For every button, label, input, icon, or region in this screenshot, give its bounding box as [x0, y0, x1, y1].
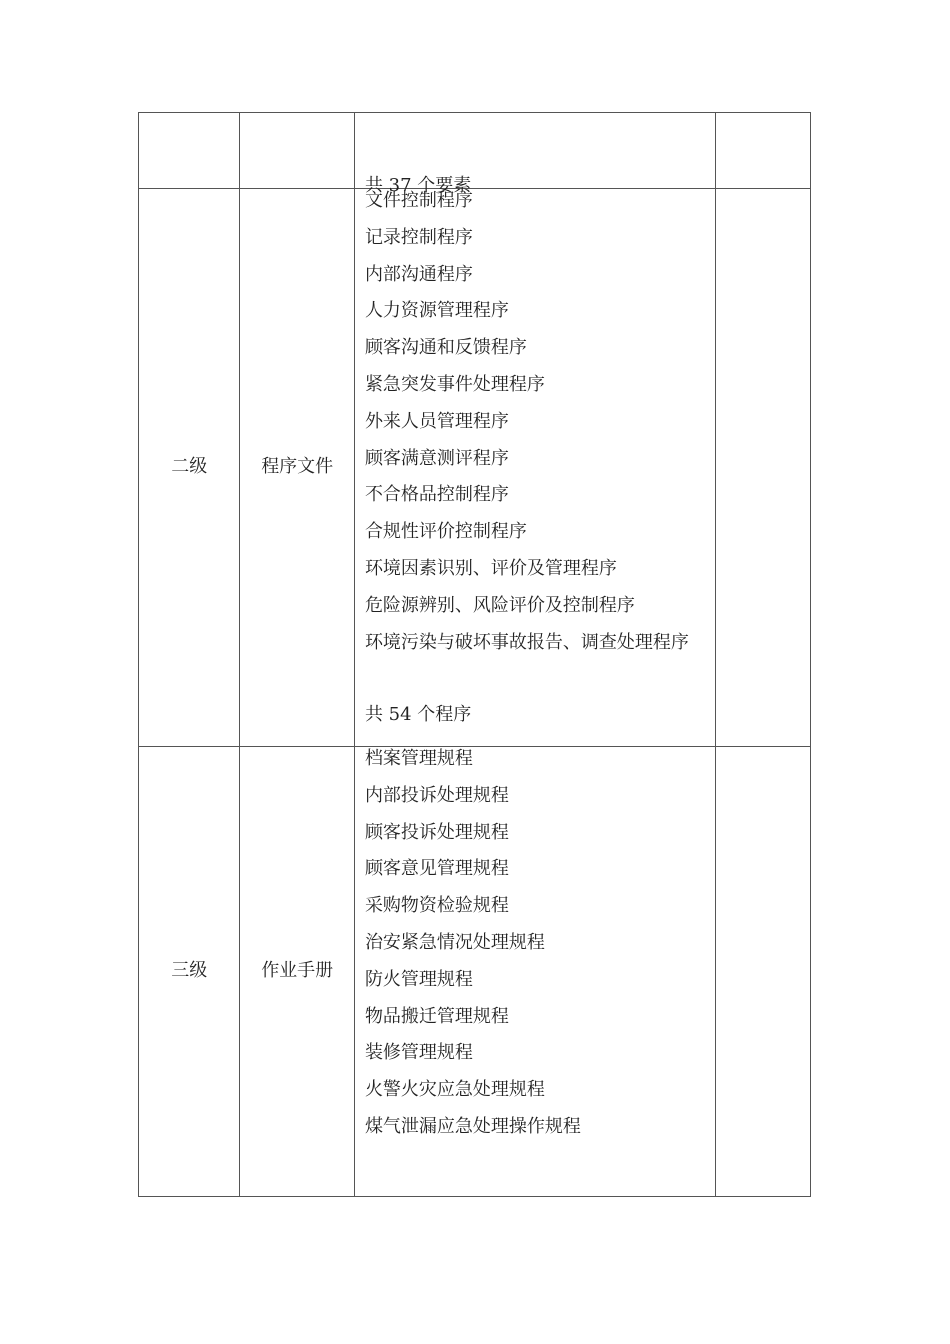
list-item: 采购物资检验规程: [364, 895, 509, 917]
list-item: 装修管理规程: [364, 1042, 473, 1064]
list-item: 物品搬迁管理规程: [364, 1005, 509, 1027]
list-item: 环境因素识别、评价及管理程序: [364, 557, 617, 579]
list-item: 外来人员管理程序: [364, 410, 509, 432]
list-item: 内部沟通程序: [364, 263, 473, 285]
document-table: [138, 112, 811, 1197]
list-item: 顾客投诉处理规程: [364, 821, 509, 843]
list-item: 治安紧急情况处理规程: [364, 931, 545, 953]
list-item: 人力资源管理程序: [364, 300, 509, 322]
table-row-level3: [139, 747, 811, 1197]
list-item: 顾客沟通和反馈程序: [364, 337, 527, 359]
list-item: 不合格品控制程序: [364, 484, 509, 506]
table-row-level2: [139, 189, 811, 747]
list-item: 记录控制程序: [364, 226, 473, 248]
table-row-top: [139, 113, 811, 189]
list-item: 危险源辨别、风险评价及控制程序: [364, 594, 635, 616]
level-cell: 二级: [139, 189, 240, 747]
type-cell-empty: [240, 113, 355, 189]
list-item: 合规性评价控制程序: [364, 521, 527, 543]
list-item: 防火管理规程: [364, 968, 473, 990]
level-cell-empty: [139, 113, 240, 189]
doc-type-cell: 程序文件: [240, 189, 355, 747]
extra-cell: [715, 189, 810, 747]
total-elements: 共 37 个要素: [364, 175, 472, 196]
items-cell: [354, 189, 715, 747]
procedure-list: [365, 183, 715, 661]
procedure-list: [365, 741, 715, 1146]
total-procedures: 共 54 个程序: [364, 704, 472, 726]
list-item: 文件控制程序: [364, 190, 473, 211]
doc-type-cell: 作业手册: [240, 747, 355, 1197]
list-item: 火警火灾应急处理规程: [364, 1079, 545, 1101]
items-cell: [354, 747, 715, 1197]
extra-cell: [715, 747, 810, 1197]
extra-cell: [715, 113, 810, 189]
list-item: 煤气泄漏应急处理操作规程: [364, 1115, 581, 1137]
list-item: 顾客意见管理规程: [364, 858, 509, 880]
list-item: 环境污染与破坏事故报告、调查处理程序: [364, 631, 689, 653]
list-item: 档案管理规程: [364, 748, 473, 769]
list-item: 顾客满意测评程序: [364, 447, 509, 469]
list-item: 紧急突发事件处理程序: [364, 373, 545, 395]
level-cell: 三级: [139, 747, 240, 1197]
items-cell-top: [354, 113, 715, 196]
list-item: 内部投诉处理规程: [364, 784, 509, 806]
